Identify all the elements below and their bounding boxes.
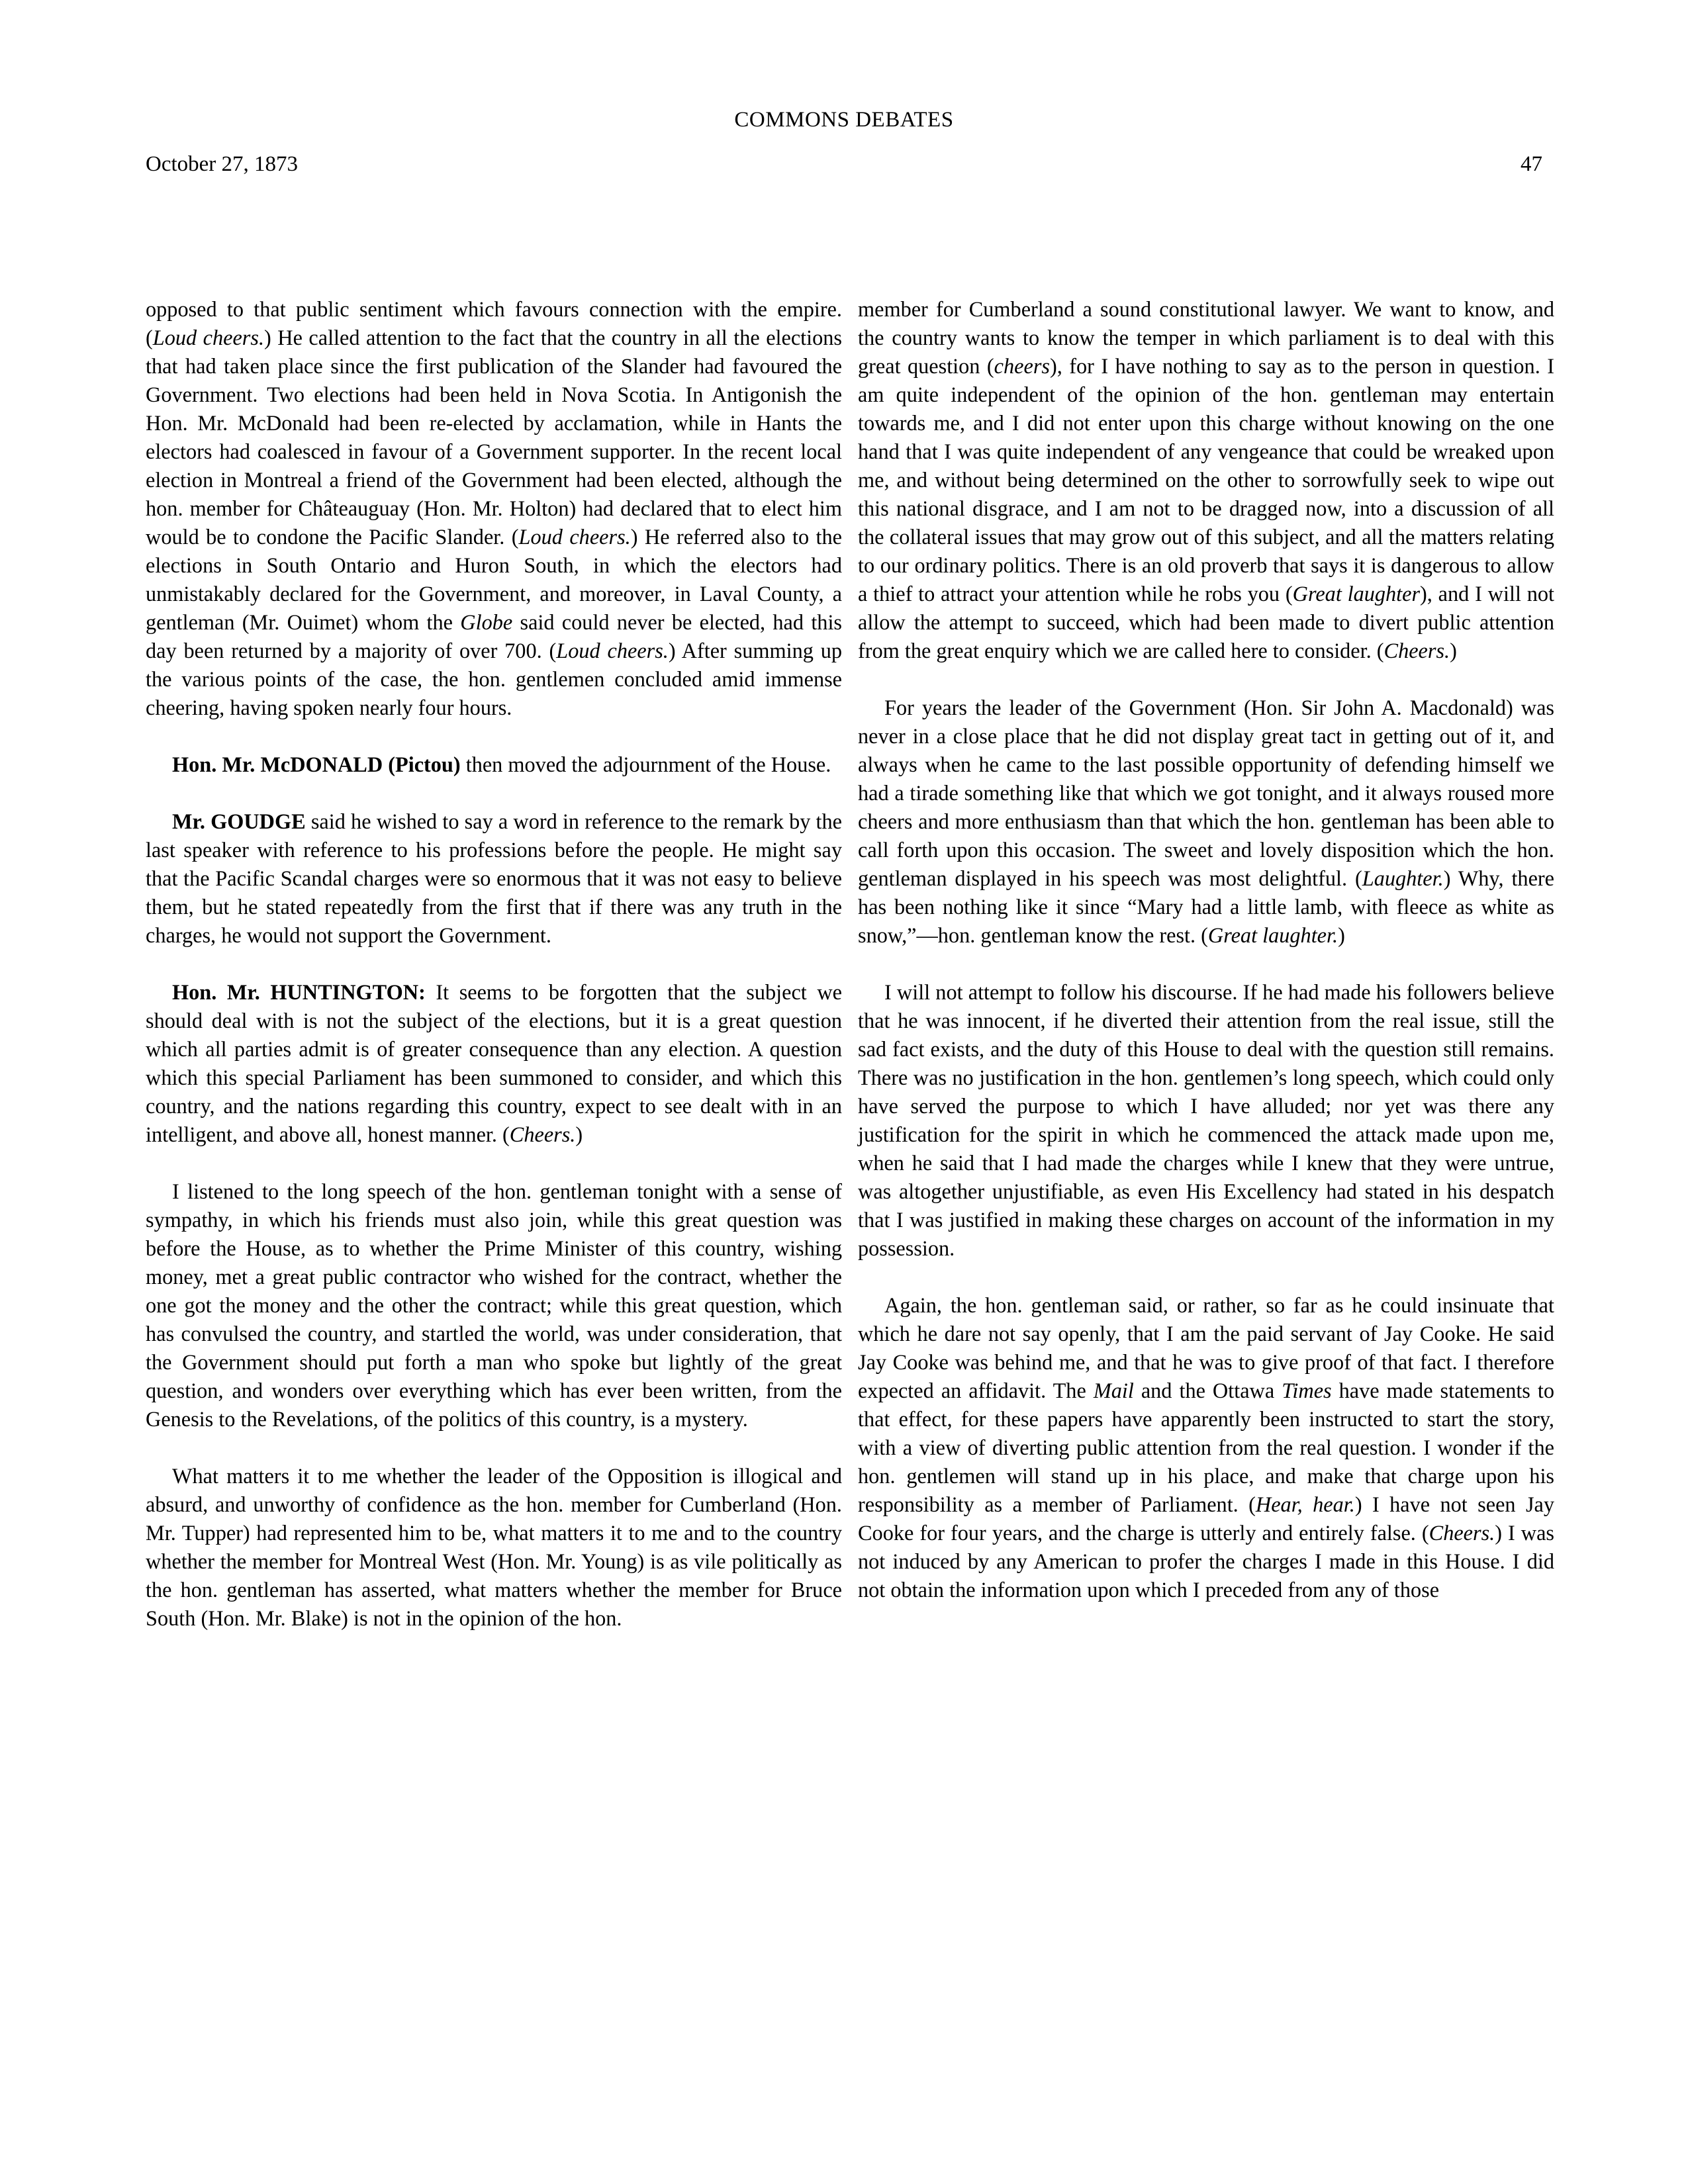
paragraph: Hon. Mr. McDONALD (Pictou) then moved the adjournment of the House. bbox=[172, 752, 831, 776]
italic-aside: Hear, hear. bbox=[1255, 1492, 1355, 1516]
italic-aside: Loud cheers. bbox=[556, 639, 669, 662]
newspaper-title: Mail bbox=[1093, 1379, 1134, 1402]
paragraph: opposed to that public sentiment which favours connection with the empire. (Loud cheers.) He called attention to the fact that the country in all the elections that had taken place since the first publication of the Slander had favoured the Government. Two elections had been held in Nova Scotia. In Antigonish the Hon. Mr. McDonald had been re-elected by acclamation, while in Hants the electors had coalesced in favour of a Government supporter. In the recent local election in Montreal a friend of the Government had been elected, although the hon. member for Châteauguay (Hon. Mr. Holton) had declared that to elect him would be to condone the Pacific Slander. (Loud cheers.) He referred also to the elections in South Ontario and Huron South, in which the electors had unmistakably declared for the Government, and moreover, in Laval County, a gentleman (Mr. Ouimet) whom the Globe said could never be elected, had this day been returned by a majority of over 700. (Loud cheers.) After summing up the various points of the case, the hon. gentlemen concluded amid immense cheering, having spoken nearly four hours. bbox=[146, 297, 842, 719]
running-title: COMMONS DEBATES bbox=[734, 108, 954, 132]
italic-aside: Cheers. bbox=[1429, 1521, 1495, 1545]
paragraph: What matters it to me whether the leader of the Opposition is illogical and absurd, and unworthy of confidence as the hon. member for Cumberland (Hon. Mr. Tupper) had represented him to be, what matters it to me and to the country whether the member for Montreal West (Hon. Mr. Young) is as vile politically as the hon. gentleman has asserted, what matters whether the member for Bruce South (Hon. Mr. Blake) is not in the opinion of the hon. bbox=[146, 1464, 842, 1630]
left-column bbox=[146, 295, 842, 1633]
paragraph: I will not attempt to follow his discourse. If he had made his followers believe that he was innocent, if he diverted their attention from the real issue, still the sad fact exists, and the duty of this House to deal with the question still remains. There was no justification in the hon. gentlemen’s long speech, which could only have served the purpose to which I have alluded; nor yet was there any justification for the spirit in which he commenced the attack made upon me, when he said that I had made the charges while I knew that they were untrue, was altogether unjustifiable, as even His Excellency had stated in his despatch that I was justified in making these charges on account of the information in my possession. bbox=[858, 980, 1554, 1260]
paragraph: I listened to the long speech of the hon. gentleman tonight with a sense of sympathy, in which his friends must also join, while this great question was before the House, as to whether the Prime Minister of this country, wishing money, met a great public contractor who wished for the contract, whether the one got the money and the other the contract; while this great question, which has convulsed the country, and startled the world, was under consideration, that the Government should put forth a man who spoke but lightly of the great question, and wonders over everything which has ever been written, from the Genesis to the Revelations, of the politics of this country, is a mystery. bbox=[146, 1179, 842, 1431]
paragraph: Mr. GOUDGE said he wished to say a word in reference to the remark by the last speaker with reference to his professions before the people. He might say that the Pacific Scandal charges were so enormous that it was not easy to believe them, but he stated repeatedly from the first that if there was any truth in the charges, he would not support the Government. bbox=[146, 809, 843, 947]
header-date: October 27, 1873 bbox=[146, 152, 299, 176]
paragraph: For years the leader of the Government (Hon. Sir John A. Macdonald) was never in a close place that he did not display great tact in getting out of it, and always when he came to the last possible opportunity of defending himself we had a tirade something like that which we got tonight, and it always roused more cheers and more enthusiasm than that which the hon. gentleman has been able to call forth upon this occasion. The sweet and lovely disposition which the hon. gentleman displayed in his speech was most delightful. (Laughter.) Why, there has been nothing like it since “Mary had a little lamb, with fleece as white as snow,”—hon. gentleman know the rest. (Great laughter.) bbox=[858, 696, 1554, 947]
paragraph: member for Cumberland a sound constitutional lawyer. We want to know, and the country wants to know the temper in which parliament is to deal with this great question (cheers), for I have nothing to say as to the person in question. I am quite independent of the opinion of the hon. gentleman may entertain towards me, and I did not enter upon this charge without knowing on the one hand that I was quite independent of any vengeance that could be wreaked upon me, and without being determined on the other to sorrowfully seek to wipe out this national disgrace, and I am not to be dragged now, into a discussion of all the collateral issues that may grow out of this subject, and all the matters relating to our ordinary politics. There is an old proverb that says it is dangerous to allow a thief to attract your attention while he robs you (Great laughter), and I will not allow the attempt to succeed, which had been made to divert public attention from the great enquiry which we are called here to consider. (Cheers.) bbox=[858, 297, 1554, 662]
italic-aside: Great laughter. bbox=[1207, 923, 1338, 947]
italic-aside: Cheers. bbox=[1383, 639, 1450, 662]
newspaper-title: Times bbox=[1282, 1379, 1332, 1402]
newspaper-title: Globe bbox=[460, 610, 513, 634]
speaker-name: Hon. Mr. McDONALD (Pictou) bbox=[172, 752, 461, 776]
italic-aside: Loud cheers. bbox=[518, 525, 631, 549]
italic-aside: cheers bbox=[994, 354, 1050, 378]
right-column bbox=[858, 295, 1554, 1604]
page-number: 47 bbox=[1521, 152, 1542, 176]
italic-aside: Great laughter bbox=[1292, 582, 1421, 606]
paragraph: Again, the hon. gentleman said, or rather, so far as he could insinuate that which he dare not say openly, that I am the paid servant of Jay Cooke. He said Jay Cooke was behind me, and that he was to give proof of that fact. I therefore expected an affidavit. The Mail and the Ottawa Times have made statements to that effect, for these papers have apparently been instructed to start the story, with a view of diverting public attention from the real question. I wonder if the hon. gentlemen will stand up in his place, and make that charge upon his responsibility as a member of Parliament. (Hear, hear.) I have not seen Jay Cooke for four years, and the charge is utterly and entirely false. (Cheers.) I was not induced by any American to profer the charges I made in this House. I did not obtain the information upon which I preceded from any of those bbox=[858, 1293, 1555, 1602]
italic-aside: Loud cheers. bbox=[152, 326, 265, 349]
paragraph: Hon. Mr. HUNTINGTON: It seems to be forgotten that the subject we should deal with is not the subject of the elections, but it is a great question which all parties admit is of greater consequence than any election. A question which this special Parliament has been summoned to consider, and which this country, and the nations regarding this country, expect to see dealt with in an intelligent, and above all, honest manner. (Cheers.) bbox=[146, 980, 842, 1146]
speaker-name: Mr. GOUDGE bbox=[172, 809, 306, 833]
italic-aside: Laughter. bbox=[1362, 866, 1444, 890]
italic-aside: Cheers. bbox=[509, 1122, 576, 1146]
speaker-name: Hon. Mr. HUNTINGTON: bbox=[172, 980, 426, 1004]
